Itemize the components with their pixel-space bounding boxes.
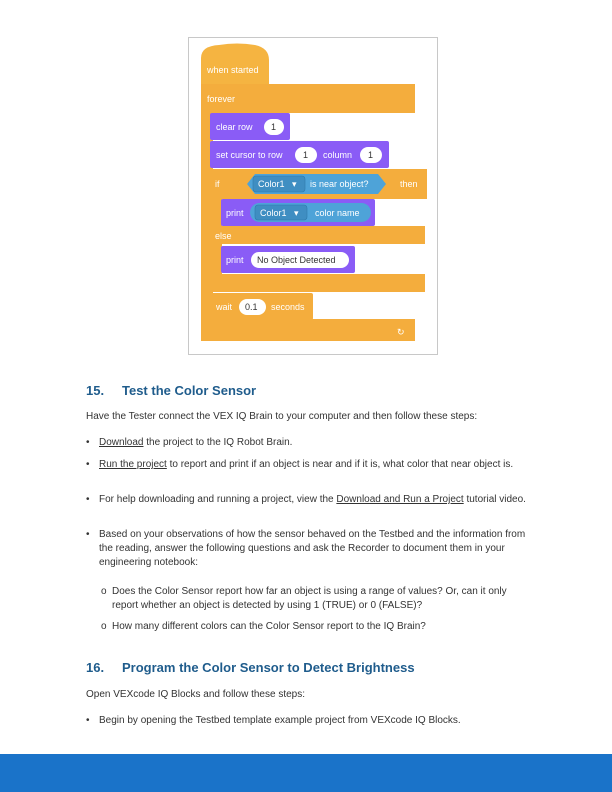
footer-bar — [0, 754, 612, 792]
bullet-text: to report and print if an object is near and if it is, what color that near object is. — [166, 459, 514, 470]
loop-arrow-icon: ↻ — [397, 327, 405, 337]
wait-label: wait — [216, 302, 233, 312]
list-item — [86, 436, 536, 450]
list-item — [86, 528, 536, 570]
bullet-icon: • — [86, 459, 90, 470]
if-label: if — [215, 179, 220, 189]
when-started-block — [201, 44, 269, 85]
set-cursor-row-value: 1 — [303, 150, 309, 160]
bullet-icon: • — [86, 715, 90, 726]
question-text: Does the Color Sensor report how far an object is using a range of values? Or, can it only report whether an object is detected by using 1 (TRUE) or 0 (FALSE)? — [112, 586, 507, 611]
section-16-heading — [86, 660, 415, 675]
block-code-diagram — [189, 38, 439, 356]
sub-bullet-icon: o — [101, 586, 107, 597]
section-16-intro: Open VEXcode IQ Blocks and follow these steps: — [86, 689, 306, 700]
list-item — [86, 493, 536, 507]
section-15-heading — [86, 383, 256, 398]
print-label-2: print — [226, 255, 244, 265]
question-text: How many different colors can the Color Sensor report to the IQ Brain? — [112, 621, 426, 632]
list-item — [101, 585, 531, 613]
section-15-title: Test the Color Sensor — [122, 383, 257, 398]
section-15-intro: Have the Tester connect the VEX IQ Brain to your computer and then follow these steps: — [86, 411, 478, 422]
section-16-title: Program the Color Sensor to Detect Brightness — [122, 660, 415, 675]
bullet-text: tutorial video. — [463, 494, 526, 505]
forever-label: forever — [207, 94, 236, 104]
list-item — [86, 714, 536, 728]
set-cursor-label: set cursor to row — [216, 150, 283, 160]
code-screenshot — [188, 37, 438, 355]
bullet-text: For help downloading and running a project, view the — [99, 494, 337, 505]
bullet-text: Begin by opening the Testbed template example project from VEXcode IQ Blocks. — [99, 715, 461, 726]
set-cursor-col-value: 1 — [368, 150, 374, 160]
bullet-text: Based on your observations of how the sensor behaved on the Testbed and the information from the reading, answer the following questions and ask the Recorder to document them in your engineering notebook: — [99, 529, 526, 568]
then-label: then — [400, 179, 418, 189]
download-link[interactable]: Download — [99, 437, 144, 448]
chevron-down-icon: ▾ — [292, 179, 297, 189]
set-cursor-column-label: column — [323, 150, 353, 160]
color-name-label: color name — [315, 208, 360, 218]
run-project-link[interactable]: Run the project — [99, 459, 167, 470]
section-15-number: 15. — [86, 383, 105, 398]
sub-bullet-icon: o — [101, 621, 107, 632]
section-16-number: 16. — [86, 660, 105, 675]
clear-row-value: 1 — [271, 122, 277, 132]
bullet-icon: • — [86, 494, 90, 505]
chevron-down-icon-2: ▾ — [294, 208, 299, 218]
list-item — [86, 458, 536, 472]
print-label: print — [226, 208, 244, 218]
bullet-icon: • — [86, 437, 90, 448]
seconds-label: seconds — [271, 302, 305, 312]
color1-label: Color1 — [258, 179, 285, 189]
bullet-text: the project to the IQ Robot Brain. — [143, 437, 293, 448]
download-run-tutorial-link[interactable]: Download and Run a Project — [336, 494, 464, 505]
list-item — [101, 620, 531, 634]
no-object-detected-value: No Object Detected — [257, 255, 336, 265]
else-label: else — [215, 231, 232, 241]
bullet-icon: • — [86, 529, 90, 540]
color1-label-2: Color1 — [260, 208, 287, 218]
wait-value: 0.1 — [245, 302, 258, 312]
is-near-object-label: is near object? — [310, 179, 369, 189]
when-started-label: when started — [207, 65, 259, 75]
clear-row-label: clear row — [216, 122, 253, 132]
